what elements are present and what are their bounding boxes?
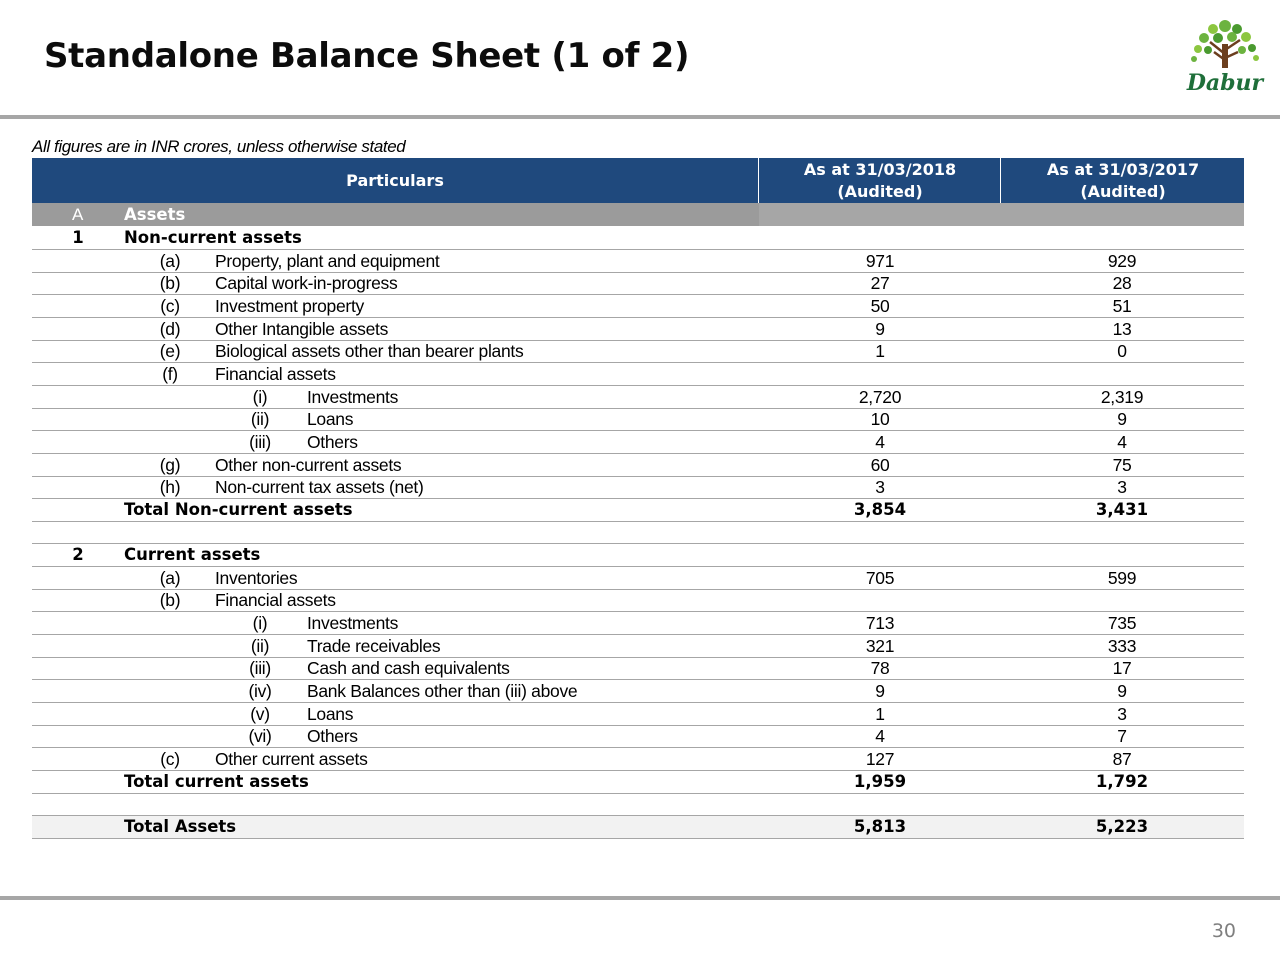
table-row xyxy=(32,499,1244,522)
value-2017: 5,223 xyxy=(1095,816,1149,836)
value-2018: 4 xyxy=(875,431,885,452)
value-2018: 1 xyxy=(875,703,885,724)
tree-icon xyxy=(1191,20,1259,68)
table-row xyxy=(32,363,1244,386)
value-2018: 50 xyxy=(870,295,890,316)
row-label: Biological assets other than bearer plants xyxy=(215,341,524,362)
section-label: Assets xyxy=(124,205,186,224)
value-2017: 75 xyxy=(1112,454,1132,475)
row-index: (i) xyxy=(252,613,268,634)
brand-wordmark: Dabur xyxy=(1186,70,1264,96)
units-note: All figures are in INR crores, unless otherwise stated xyxy=(32,137,406,156)
top-divider xyxy=(0,115,1280,119)
value-2017: 87 xyxy=(1112,748,1132,769)
table-row xyxy=(32,589,1244,612)
value-2017: 3 xyxy=(1117,703,1127,724)
value-2017: 9 xyxy=(1117,681,1127,701)
row-label: Loans xyxy=(307,703,354,724)
dabur-logo xyxy=(1180,14,1270,98)
table-row xyxy=(32,680,1244,703)
row-index: (b) xyxy=(159,590,181,611)
value-2018: 4 xyxy=(875,726,885,747)
row-index: (e) xyxy=(159,341,181,362)
row-index: 2 xyxy=(72,545,84,565)
value-2018: 713 xyxy=(865,613,895,634)
table-row xyxy=(32,635,1244,658)
table-row xyxy=(32,431,1244,454)
value-2018: 60 xyxy=(870,454,890,475)
row-index: (iii) xyxy=(249,431,271,452)
value-2018: 971 xyxy=(865,250,895,271)
row-index: (b) xyxy=(159,273,181,294)
page-number: 30 xyxy=(1211,920,1236,942)
header-col-2018 xyxy=(758,158,1001,203)
row-index: (ii) xyxy=(250,635,270,656)
table-row xyxy=(32,408,1244,431)
row-index: (i) xyxy=(252,386,268,407)
row-label: Capital work-in-progress xyxy=(215,273,398,294)
value-2018: 78 xyxy=(870,658,890,679)
row-index: (c) xyxy=(160,748,180,769)
row-label: Total current assets xyxy=(124,771,309,791)
row-index: (iii) xyxy=(249,658,271,679)
value-2018: 2,720 xyxy=(858,386,902,407)
value-2018: 9 xyxy=(875,318,885,339)
table-row xyxy=(32,295,1244,318)
table-row xyxy=(32,544,1244,567)
value-2017: 17 xyxy=(1112,658,1132,679)
header-col-2017 xyxy=(1000,158,1245,203)
table-row xyxy=(32,318,1244,341)
section-index: A xyxy=(72,205,84,224)
row-label: Non-current assets xyxy=(124,228,302,247)
table-row xyxy=(32,703,1244,726)
value-2017: 599 xyxy=(1107,567,1137,588)
value-2017: 0 xyxy=(1117,341,1127,362)
row-label: Non-current tax assets (net) xyxy=(215,477,424,498)
table-row xyxy=(32,521,1244,544)
row-index: (g) xyxy=(159,454,181,475)
section-assets xyxy=(32,203,1244,226)
row-label: Other current assets xyxy=(215,748,368,769)
row-label: Investments xyxy=(307,386,399,407)
value-2018: 5,813 xyxy=(853,816,907,836)
value-2017: 333 xyxy=(1107,635,1137,656)
table-row xyxy=(32,272,1244,295)
row-index: (d) xyxy=(159,318,181,339)
table-row xyxy=(32,340,1244,363)
header-col-2017-status: (Audited) xyxy=(1080,182,1166,201)
table-row xyxy=(32,725,1244,748)
value-2017: 3 xyxy=(1117,477,1127,498)
value-2018: 27 xyxy=(870,273,890,294)
table-row xyxy=(32,793,1244,816)
row-label: Total Non-current assets xyxy=(124,499,353,519)
table-row xyxy=(32,476,1244,499)
page-title: Standalone Balance Sheet (1 of 2) xyxy=(44,36,690,76)
value-2017: 735 xyxy=(1107,613,1137,634)
value-2018: 10 xyxy=(870,409,890,430)
row-label: Other non-current assets xyxy=(215,454,402,475)
row-label: Total Assets xyxy=(124,816,237,836)
table-row xyxy=(32,454,1244,477)
value-2017: 3,431 xyxy=(1095,499,1149,519)
bottom-divider xyxy=(0,896,1280,900)
row-index: (a) xyxy=(159,567,181,588)
value-2017: 13 xyxy=(1112,318,1132,339)
row-index: (vi) xyxy=(248,726,272,747)
row-label: Investment property xyxy=(215,295,364,316)
row-label: Inventories xyxy=(215,567,298,588)
value-2017: 929 xyxy=(1107,250,1137,271)
value-2017: 28 xyxy=(1112,273,1132,294)
row-index: 1 xyxy=(72,228,84,247)
row-label: Trade receivables xyxy=(307,635,441,656)
row-label: Property, plant and equipment xyxy=(215,250,440,271)
header-col-2018-date: As at 31/03/2018 xyxy=(803,160,957,179)
header-particulars xyxy=(32,158,758,203)
table-row xyxy=(32,748,1244,771)
value-2018: 3,854 xyxy=(853,499,907,519)
row-label: Bank Balances other than (iii) above xyxy=(307,681,578,701)
table-row xyxy=(32,657,1244,680)
value-2017: 9 xyxy=(1117,409,1127,430)
row-label: Other Intangible assets xyxy=(215,318,389,339)
value-2018: 1,959 xyxy=(853,771,907,791)
row-index: (ii) xyxy=(250,409,270,430)
value-2018: 705 xyxy=(865,567,895,588)
table-row xyxy=(32,567,1244,590)
value-2018: 3 xyxy=(875,477,885,498)
row-label: Current assets xyxy=(124,545,261,565)
header-col-2017-date: As at 31/03/2017 xyxy=(1046,160,1200,179)
row-index: (a) xyxy=(159,250,181,271)
value-2018: 1 xyxy=(875,341,885,362)
row-index: (v) xyxy=(250,703,270,724)
table-row xyxy=(32,250,1244,273)
table-row xyxy=(32,612,1244,635)
row-index: (iv) xyxy=(248,681,272,701)
header-particulars-label: Particulars xyxy=(346,171,444,190)
value-2017: 2,319 xyxy=(1100,386,1144,407)
value-2017: 4 xyxy=(1117,431,1127,452)
value-2018: 321 xyxy=(865,635,895,656)
table-row xyxy=(32,386,1244,409)
value-2017: 1,792 xyxy=(1095,771,1149,791)
table-header xyxy=(32,158,1244,203)
section-amount-area xyxy=(759,203,1244,226)
value-2018: 127 xyxy=(865,748,895,769)
row-label: Cash and cash equivalents xyxy=(307,658,510,679)
row-label: Financial assets xyxy=(215,590,336,611)
row-label: Others xyxy=(307,726,358,747)
row-label: Financial assets xyxy=(215,363,336,384)
header-col-2018-status: (Audited) xyxy=(837,182,923,201)
table-row xyxy=(32,227,1244,250)
row-label: Investments xyxy=(307,613,399,634)
row-index: (c) xyxy=(160,295,180,316)
value-2017: 7 xyxy=(1117,726,1127,747)
table-row xyxy=(32,771,1244,794)
value-2017: 51 xyxy=(1112,295,1132,316)
table-row xyxy=(32,816,1244,839)
row-index: (f) xyxy=(162,363,178,384)
row-label: Loans xyxy=(307,409,354,430)
row-label: Others xyxy=(307,431,358,452)
row-index: (h) xyxy=(159,477,181,498)
value-2018: 9 xyxy=(875,681,885,701)
